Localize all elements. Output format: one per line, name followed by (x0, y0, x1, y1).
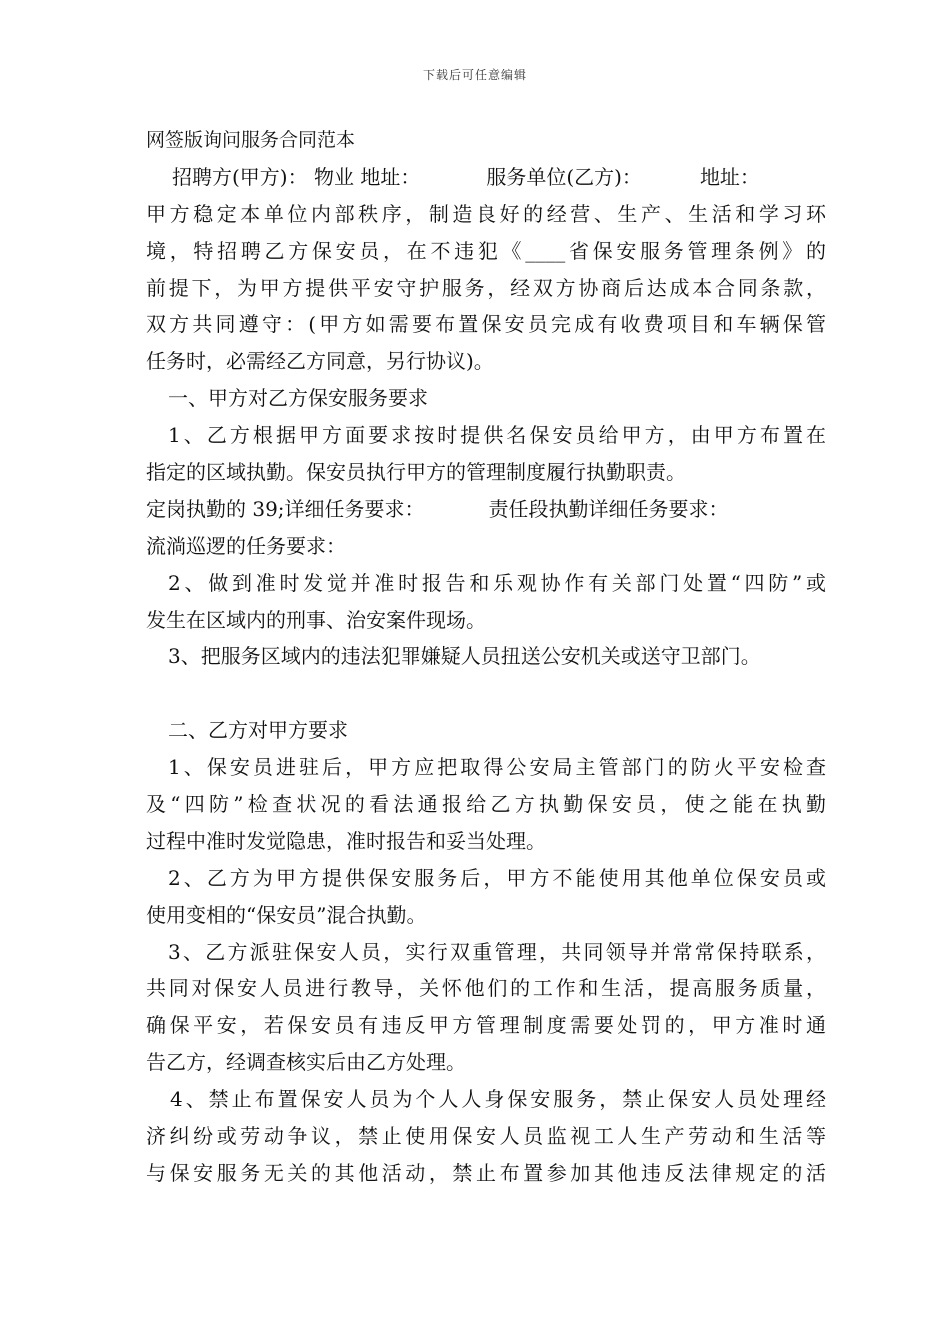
s2-item-2-line: 2、乙方为甲方提供保安服务后，甲方不能使用其他单位保安员或 (168, 865, 826, 890)
party-b-label: 服务单位(乙方)： (486, 164, 642, 189)
party-a-label: 招聘方(甲方)： 物业 地址： (172, 164, 421, 189)
s2-item-3-line: 确保平安，若保安员有违反甲方管理制度需要处罚的，甲方准时通 (146, 1013, 826, 1038)
section-2-heading: 二、乙方对甲方要求 (168, 718, 348, 743)
fixed-post-duty-label: 定岗执勤的 39;详细任务要求： (146, 496, 425, 521)
s2-item-2-line: 使用变相的“保安员”混合执勤。 (146, 902, 427, 927)
intro-line: 双方共同遵守：(甲方如需要布置保安员完成有收费项目和车辆保管 (146, 312, 826, 337)
document-body (146, 122, 826, 1192)
intro-line: 甲方稳定本单位内部秩序，制造良好的经营、生产、生活和学习环 (146, 201, 826, 226)
intro-line: 境，特招聘乙方保安员，在不违犯《____省保安服务管理条例》的 (146, 238, 826, 263)
blank-line (146, 675, 826, 712)
s2-item-1-line: 及“四防”检查状况的看法通报给乙方执勤保安员，使之能在执勤 (146, 792, 826, 817)
s1-item-3-line: 3、把服务区域内的违法犯罪嫌疑人员扭送公安机关或送守卫部门。 (168, 644, 761, 669)
s1-duty-line (146, 491, 826, 528)
s2-item-4-line: 与保安服务无关的其他活动，禁止布置参加其他违反法律规定的活 (146, 1160, 826, 1185)
s2-item-3-line: 3、乙方派驻保安人员，实行双重管理，共同领导并常常保持联系， (168, 939, 826, 964)
parties-line (146, 159, 826, 196)
s1-item-1-line: 指定的区域执勤。保安员执行甲方的管理制度履行执勤职责。 (146, 460, 686, 485)
s2-item-3-line: 告乙方，经调查核实后由乙方处理。 (146, 1050, 466, 1075)
s2-item-4-line: 4、禁止布置保安人员为个人人身保安服务，禁止保安人员处理经 (170, 1087, 826, 1112)
s1-item-2-line: 发生在区域内的刑事、治安案件现场。 (146, 607, 486, 632)
document-title: 网签版询问服务合同范本 (146, 129, 356, 151)
s2-item-3-line: 共同对保安人员进行教导，关怀他们的工作和生活，提高服务质量， (146, 976, 826, 1001)
section-1-heading: 一、甲方对乙方保安服务要求 (168, 386, 428, 411)
s2-item-1-line: 过程中准时发觉隐患，准时报告和妥当处理。 (146, 828, 546, 853)
s1-item-2-line: 2、做到准时发觉并准时报告和乐观协作有关部门处置“四防”或 (168, 570, 826, 595)
s2-item-4-line: 济纠纷或劳动争议，禁止使用保安人员监视工人生产劳动和生活等 (146, 1124, 826, 1149)
party-b-address-label: 地址： (699, 164, 760, 189)
intro-line: 前提下，为甲方提供平安守护服务，经双方协商后达成本合同条款， (146, 275, 826, 300)
page-header-note: 下载后可任意编辑 (422, 68, 527, 82)
s1-item-1-line: 1、乙方根据甲方面要求按时提供名保安员给甲方，由甲方布置在 (168, 423, 826, 448)
s2-item-1-line: 1、保安员进驻后，甲方应把取得公安局主管部门的防火平安检查 (168, 755, 826, 780)
intro-line: 任务时，必需经乙方同意，另行协议)。 (146, 349, 494, 374)
s1-patrol-line: 流淌巡逻的任务要求： (146, 533, 346, 558)
responsibility-section-duty-label: 责任段执勤详细任务要求： (488, 496, 729, 521)
